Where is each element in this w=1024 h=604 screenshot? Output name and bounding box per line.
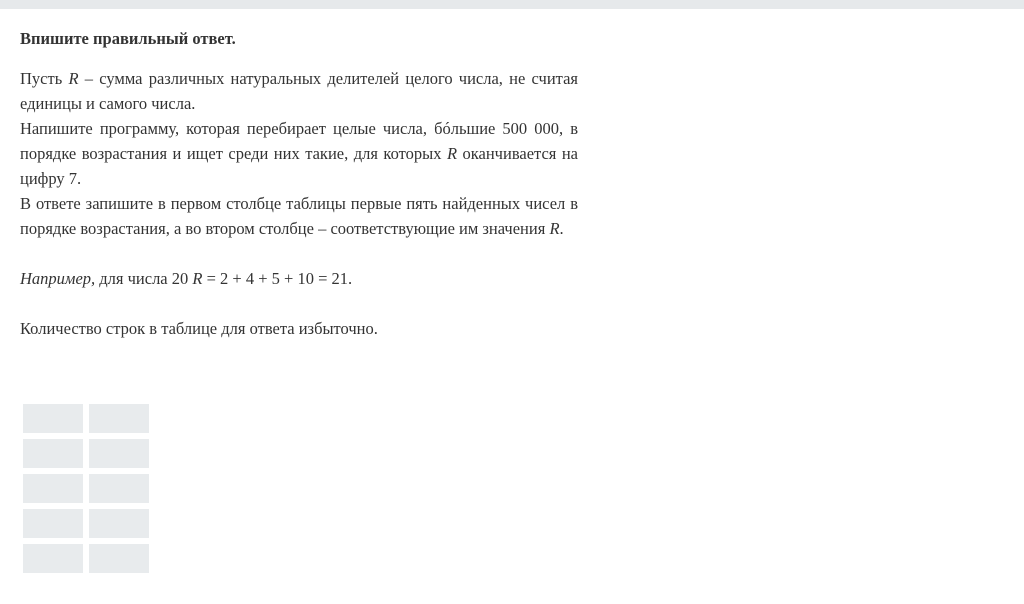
problem-paragraph-2: [20, 116, 578, 191]
answer-cell-r5-c1[interactable]: [23, 544, 83, 573]
text-span: для числа 20: [95, 269, 193, 288]
answer-cell-r2-c1[interactable]: [23, 439, 83, 468]
variable-r: R: [446, 144, 458, 163]
answer-cell-r3-c1[interactable]: [23, 474, 83, 503]
answer-cell-r3-c2[interactable]: [89, 474, 149, 503]
text-span: – сумма различных натуральных делителей целого числа, не считая единицы и самого числа.: [20, 69, 578, 113]
variable-r: R: [192, 269, 203, 288]
note-paragraph: Количество строк в таблице для ответа избыточно.: [20, 319, 378, 338]
text-span: оканчивается на цифру 7.: [20, 144, 578, 188]
example-paragraph: [20, 266, 578, 291]
text-span: .: [559, 219, 564, 238]
text-span: Пусть: [20, 69, 69, 88]
spacer: [20, 291, 578, 316]
variable-r: R: [68, 69, 79, 88]
text-span: Напишите программу, которая перебирает целые числа, бóльшие 500 000, в порядке возрастания и ищет среди них такие, для которых: [20, 119, 578, 163]
answer-cell-r1-c1[interactable]: [23, 404, 83, 433]
answer-cell-r2-c2[interactable]: [89, 439, 149, 468]
answer-cell-r1-c2[interactable]: [89, 404, 149, 433]
problem-paragraph-3: [20, 191, 578, 241]
example-label: Например,: [20, 269, 96, 288]
answer-cell-r5-c2[interactable]: [89, 544, 149, 573]
problem-paragraph-1: [20, 66, 578, 116]
answer-table: [23, 404, 149, 573]
answer-cell-r4-c2[interactable]: [89, 509, 149, 538]
top-bar: [0, 0, 1024, 9]
text-span: В ответе запишите в первом столбце таблицы первые пять найденных чисел в порядке возрастания, а во втором столбце – соответствующие им значения: [20, 194, 578, 238]
spacer: [20, 241, 578, 266]
variable-r: R: [549, 219, 560, 238]
task-container: [20, 26, 578, 341]
text-span: = 2 + 4 + 5 + 10 = 21.: [202, 269, 353, 288]
task-instruction: Впишите правильный ответ.: [20, 29, 236, 48]
answer-cell-r4-c1[interactable]: [23, 509, 83, 538]
